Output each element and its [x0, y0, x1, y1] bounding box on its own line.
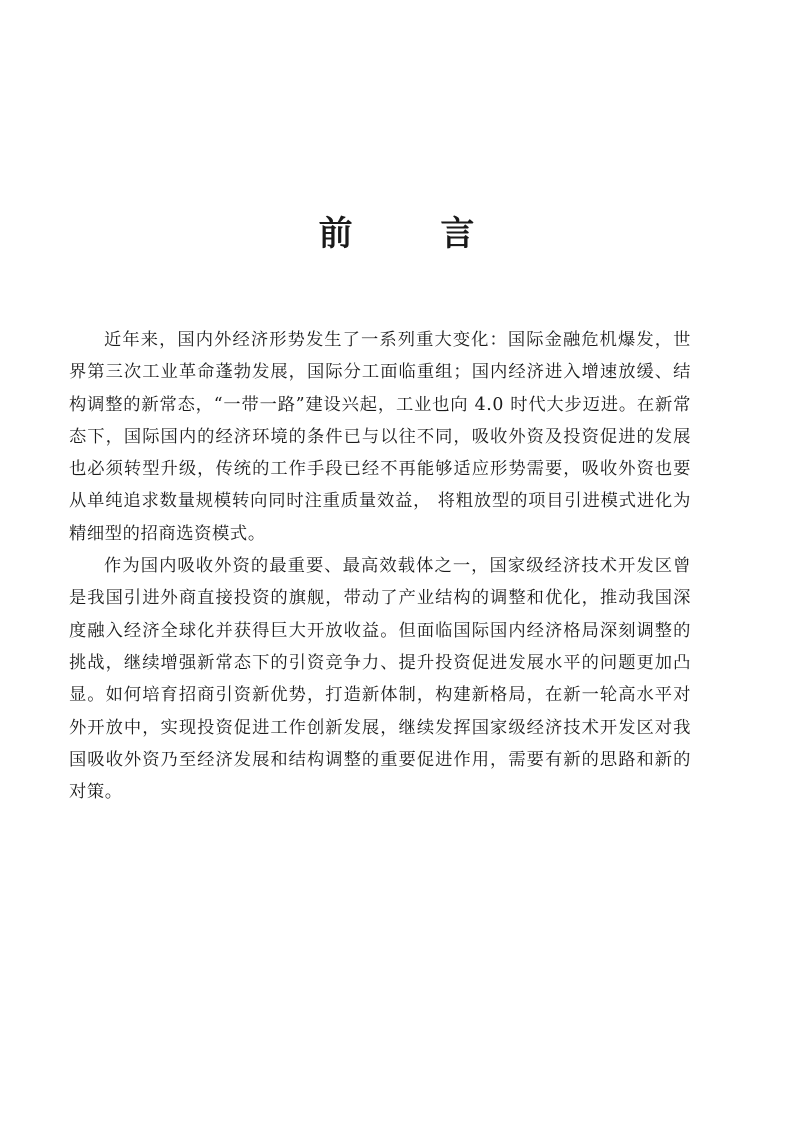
- paragraph-2: 作为国内吸收外资的最重要、最高效载体之一，国家级经济技术开发区曾是我国引进外商直接投资的旗舰，带动了产业结构的调整和优化，推动我国深度融入经济全球化并获得巨大开放收益。但面临国际国内经济格局深刻调整的挑战，继续增强新常态下的引资竞争力、提升投资促进发展水平的问题更加凸显。如何培育招商引资新优势，打造新体制，构建新格局，在新一轮高水平对外开放中，实现投资促进工作创新发展，继续发挥国家级经济技术开发区对我国吸收外资乃至经济发展和结构调整的重要促进作用，需要有新的思路和新的对策。: [69, 556, 691, 803]
- page-title: 前 言: [318, 214, 513, 254]
- paragraph-1: 近年来，国内外经济形势发生了一系列重大变化：国际金融危机爆发，世界第三次工业革命蓬勃发展，国际分工面临重组；国内经济进入增速放缓、结构调整的新常态，“一带一路”建设兴起，工业也向 4.0 时代大步迈进。在新常态下，国际国内的经济环境的条件已与以往不同，吸收外资及投资促进的发展也必须转型升级，传统的工作手段已经不再能够适应形势需要，吸收外资也要从单纯追求数量规模转向同时注重质量效益， 将粗放型的项目引进模式进化为精细型的招商选资模式。: [69, 330, 691, 544]
- preface-body: [69, 324, 691, 808]
